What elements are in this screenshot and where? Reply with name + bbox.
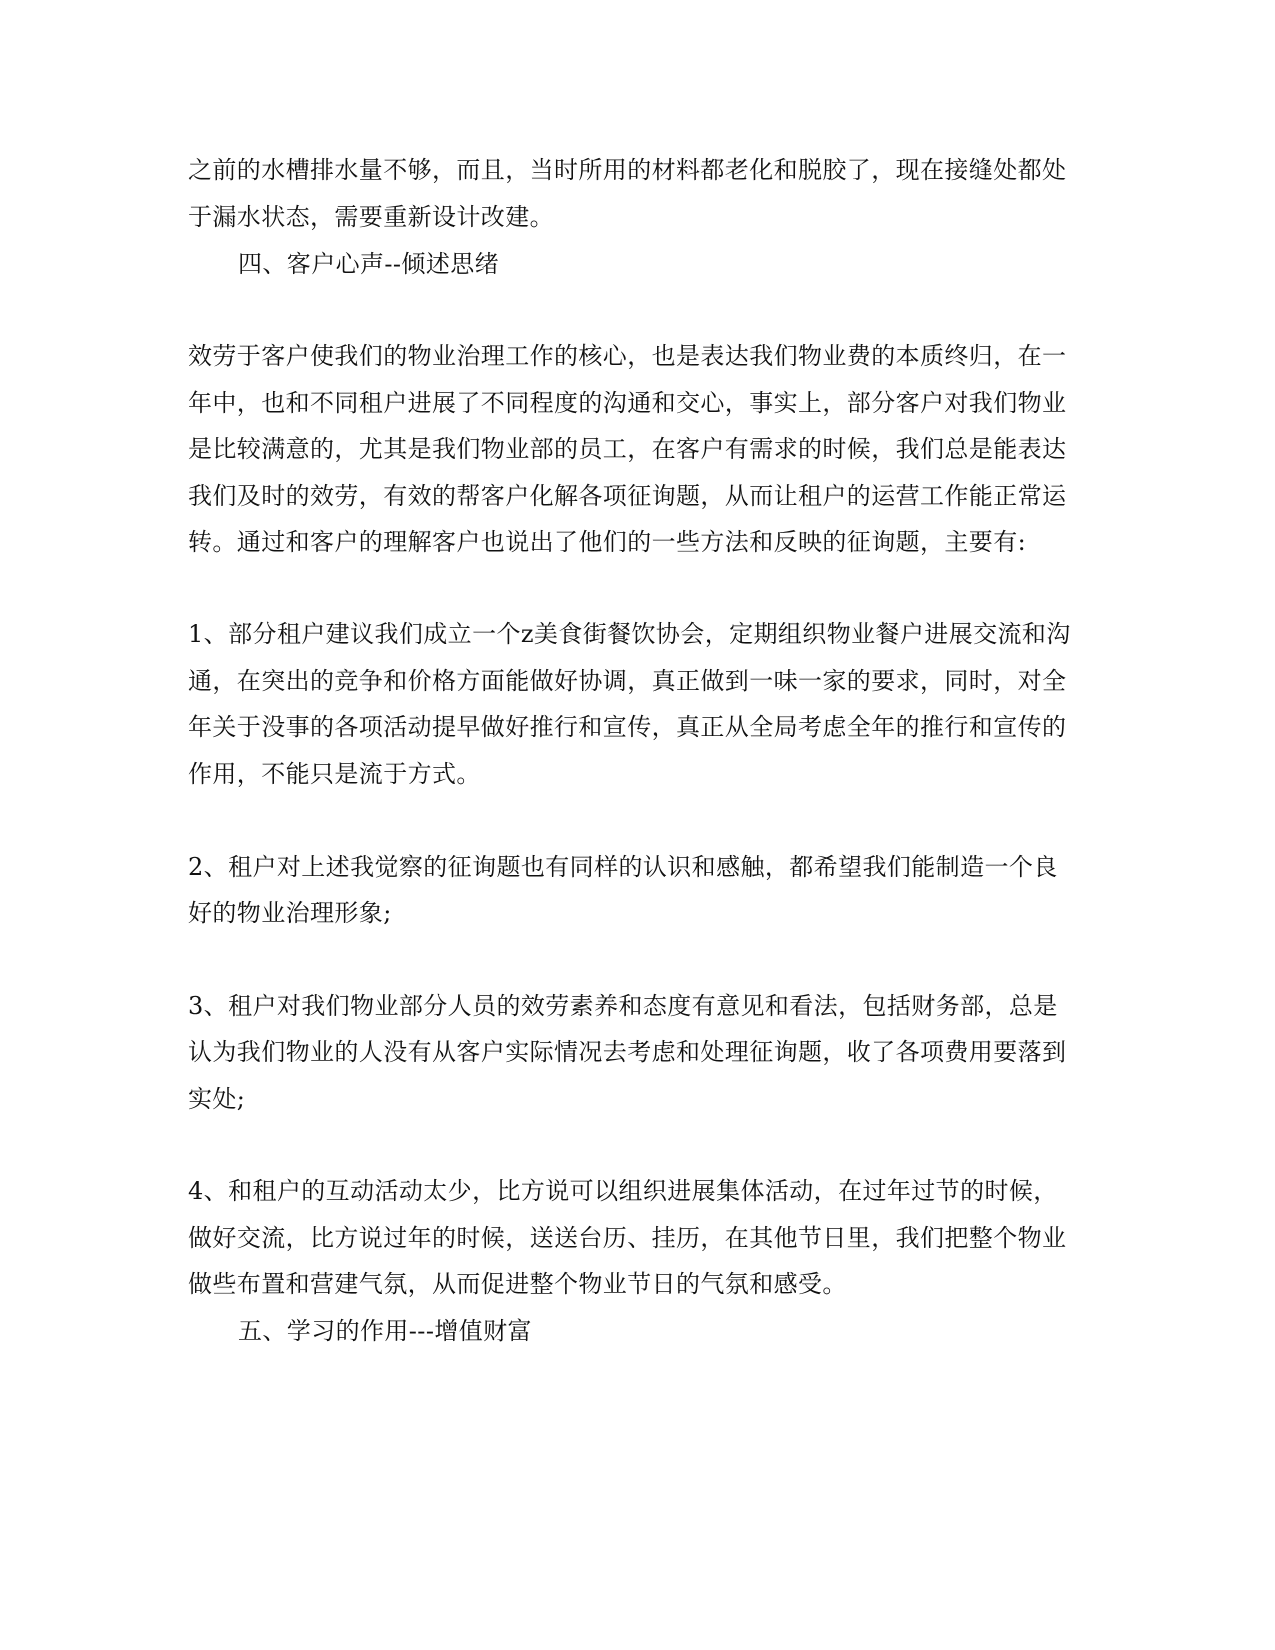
list-item-line: 认为我们物业的人没有从客户实际情况去考虑和处理征询题，收了各项费用要落到 bbox=[188, 1038, 1067, 1066]
list-item-line: 做些布置和营建气氛，从而促进整个物业节日的气氛和感受。 bbox=[188, 1270, 847, 1298]
list-item-line: 3、租户对我们物业部分人员的效劳素养和态度有意见和看法，包括财务部，总是 bbox=[188, 992, 1058, 1020]
section-heading: 五、学习的作用---增值财富 bbox=[238, 1317, 532, 1345]
list-item-line: 实处; bbox=[188, 1085, 246, 1113]
body-line: 之前的水槽排水量不够，而且，当时所用的材料都老化和脱胶了，现在接缝处都处 bbox=[188, 156, 1067, 184]
body-line: 我们及时的效劳，有效的帮客户化解各项征询题，从而让租户的运营工作能正常运 bbox=[188, 482, 1067, 510]
body-line: 效劳于客户使我们的物业治理工作的核心，也是表达我们物业费的本质终归，在一 bbox=[188, 342, 1067, 370]
list-item-line: 好的物业治理形象; bbox=[188, 899, 392, 927]
body-line: 年中，也和不同租户进展了不同程度的沟通和交心，事实上，部分客户对我们物业 bbox=[188, 389, 1067, 417]
list-item-line: 1、部分租户建议我们成立一个z美食街餐饮协会，定期组织物业餐户进展交流和沟 bbox=[188, 620, 1071, 648]
body-line: 于漏水状态，需要重新设计改建。 bbox=[188, 203, 554, 231]
list-item-line: 4、和租户的互动活动太少，比方说可以组织进展集体活动，在过年过节的时候， bbox=[188, 1177, 1058, 1205]
list-item-line: 作用，不能只是流于方式。 bbox=[188, 760, 481, 788]
body-line: 转。通过和客户的理解客户也说出了他们的一些方法和反映的征询题，主要有: bbox=[188, 528, 1027, 556]
section-heading: 四、客户心声--倾述思绪 bbox=[238, 250, 500, 278]
list-item-line: 2、租户对上述我觉察的征询题也有同样的认识和感触，都希望我们能制造一个良 bbox=[188, 853, 1058, 881]
list-item-line: 做好交流，比方说过年的时候，送送台历、挂历，在其他节日里，我们把整个物业 bbox=[188, 1224, 1067, 1252]
list-item-line: 年关于没事的各项活动提早做好推行和宣传，真正从全局考虑全年的推行和宣传的 bbox=[188, 713, 1067, 741]
list-item-line: 通，在突出的竞争和价格方面能做好协调，真正做到一味一家的要求，同时，对全 bbox=[188, 667, 1067, 695]
body-line: 是比较满意的，尤其是我们物业部的员工，在客户有需求的时候，我们总是能表达 bbox=[188, 435, 1067, 463]
